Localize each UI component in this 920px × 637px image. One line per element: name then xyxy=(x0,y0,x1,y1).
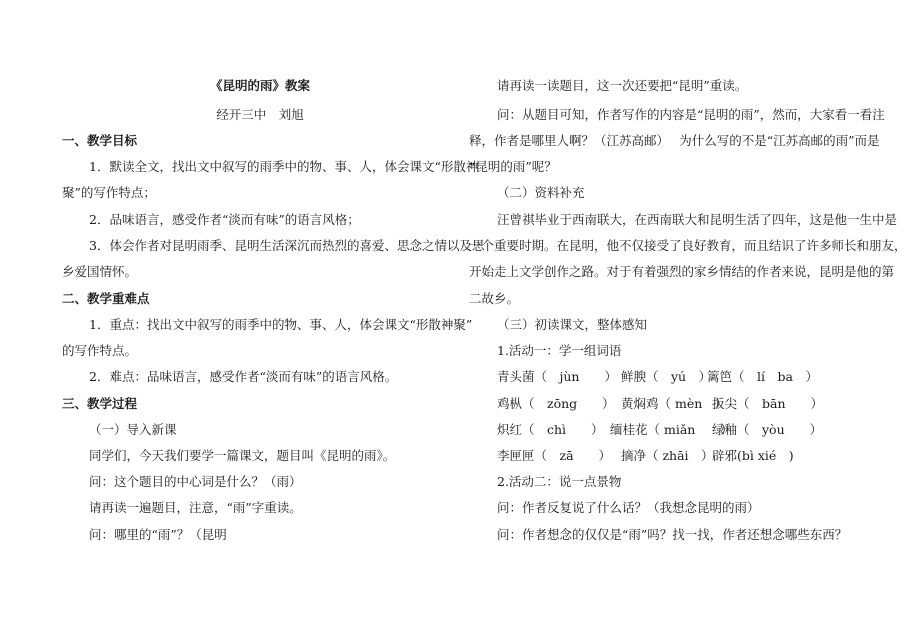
background-line-2: 一个重要时期。在昆明，他不仅接受了良好教育，而且结识了许多师长和朋友， xyxy=(469,238,907,253)
activity-2-question-1: 问：作者反复说了什么话？（我想念昆明的雨） xyxy=(497,500,760,515)
goal-1-line-1: 1．默读全文，找出文中叙写的雨季中的物、事、人，体会课文“形散神 xyxy=(89,159,479,174)
key-point-line-1: 1．重点：找出文中叙写的雨季中的物、事、人，体会课文“形散神聚” xyxy=(89,317,473,332)
doc-author: 经开三中 刘旭 xyxy=(216,107,304,122)
vocab-item: 鲜腴（ yú ） xyxy=(621,369,712,384)
section-heading-key-points: 二、教学重难点 xyxy=(62,291,150,306)
subsection-background: （二）资料补充 xyxy=(497,185,585,200)
section-heading-process: 三、教学过程 xyxy=(62,396,138,411)
difficult-point: 2．难点：品味语言，感受作者“淡而有味”的语言风格。 xyxy=(89,369,398,384)
doc-title: 《昆明的雨》教案 xyxy=(209,78,310,93)
goal-1-line-2: 聚”的写作特点； xyxy=(62,185,156,200)
activity-2-heading: 2.活动二：说一点景物 xyxy=(497,474,622,489)
question-line-1: 问：从题目可知，作者写作的内容是“昆明的雨”，然而，大家看一看注 xyxy=(497,107,885,122)
vocab-item: 缅桂花（ miǎn ） xyxy=(610,422,733,437)
intro-paragraph-2: 请再读一遍题目，注意，“雨”字重读。 xyxy=(89,500,302,515)
vocab-item: 炽红（ chì ） xyxy=(497,422,604,437)
subsection-first-reading: （三）初读课文，整体感知 xyxy=(497,317,648,332)
vocab-item: 鸡枞（ zōng ） xyxy=(497,396,615,411)
goal-3-line-2: 乡爱国情怀。 xyxy=(62,264,138,279)
goal-3-line-1: 3．体会作者对昆明雨季、昆明生活深沉而热烈的喜爱、思念之情以及思 xyxy=(89,238,485,253)
vocab-item: 青头菌（ jùn ） xyxy=(497,369,617,384)
vocab-item: 摘净（ zhāi ） xyxy=(621,448,714,463)
vocab-item: 绿釉（ yòu ） xyxy=(712,422,823,437)
intro-question-1: 问：这个题目的中心词是什么？（雨） xyxy=(89,474,302,489)
key-point-line-2: 的写作特点。 xyxy=(62,343,138,358)
vocab-item: 篱笆（ lí ba ） xyxy=(707,369,818,384)
section-heading-goals: 一、教学目标 xyxy=(62,133,138,148)
question-line-2: 释，作者是哪里人啊？（江苏高邮） 为什么写的不是“江苏高邮的雨”而是 xyxy=(469,133,880,148)
background-line-4: 二故乡。 xyxy=(469,291,520,306)
vocab-item: 黄焖鸡（ mèn ） xyxy=(621,396,728,411)
background-line-3: 开始走上文学创作之路。对于有着强烈的家乡情结的作者来说，昆明是他的第 xyxy=(469,264,895,279)
question-line-3: “昆明的雨”呢？ xyxy=(469,159,557,174)
activity-1-heading: 1.活动一：学一组词语 xyxy=(497,343,622,358)
vocab-item: 李匣匣（ zā ） xyxy=(497,448,612,463)
vocab-item: 辟邪(bì xié ) xyxy=(712,448,794,463)
background-line-1: 汪曾祺毕业于西南联大，在西南联大和昆明生活了四年，这是他一生中是 xyxy=(497,212,898,227)
goal-2: 2．品味语言，感受作者“淡而有味”的语言风格； xyxy=(89,212,360,227)
intro-question-2: 问：哪里的“雨”？（昆明 xyxy=(89,527,227,542)
vocab-item: 扳尖（ bān ） xyxy=(712,396,824,411)
intro-paragraph-1: 同学们，今天我们要学一篇课文，题目叫《昆明的雨》。 xyxy=(89,448,396,463)
reread-title: 请再读一读题目，这一次还要把“昆明”重读。 xyxy=(497,78,748,93)
subsection-intro: （一）导入新课 xyxy=(89,422,177,437)
activity-2-question-2: 问：作者想念的仅仅是“雨”吗？找一找，作者还想念哪些东西？ xyxy=(497,527,848,542)
